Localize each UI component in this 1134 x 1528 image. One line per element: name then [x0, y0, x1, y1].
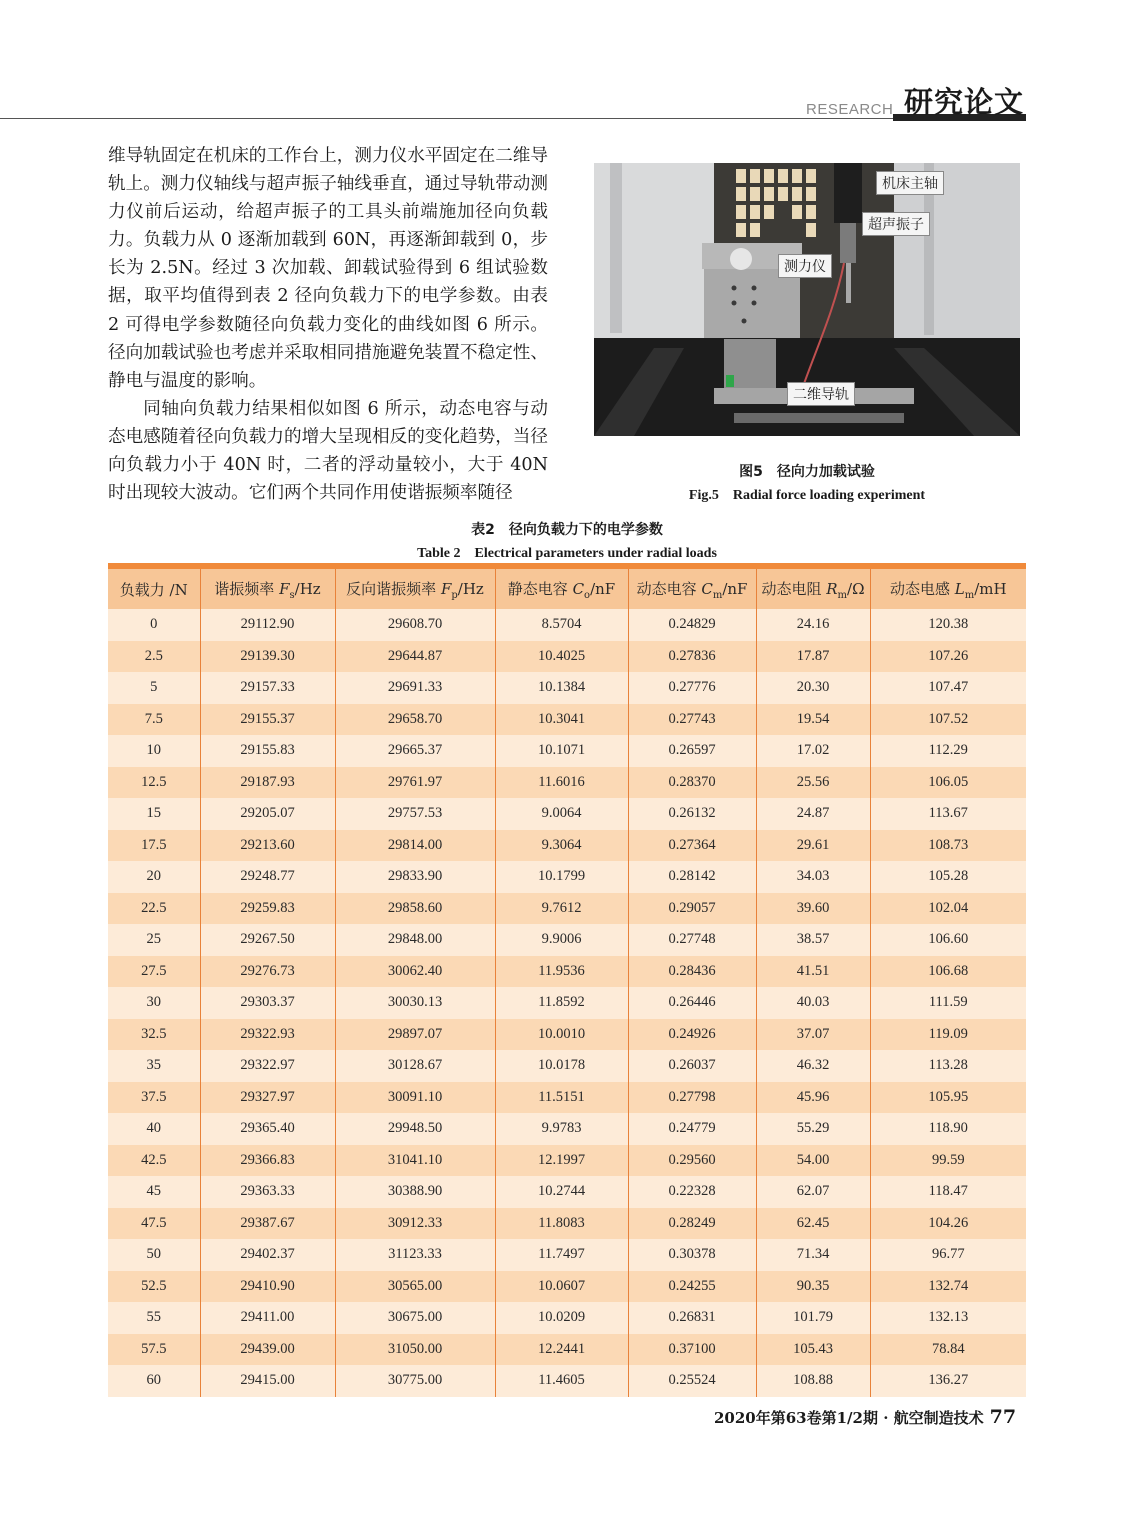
table-cell: 106.60 — [870, 924, 1026, 956]
table-header-row — [108, 566, 1026, 609]
table-cell: 29644.87 — [335, 641, 495, 673]
table-cell: 0.27836 — [628, 641, 756, 673]
table-cell: 24.87 — [756, 798, 870, 830]
table-cell: 0.24255 — [628, 1271, 756, 1303]
table-cell: 29112.90 — [200, 609, 335, 641]
table-cell: 29.61 — [756, 830, 870, 862]
table-cell: 10.0607 — [495, 1271, 628, 1303]
table-cell: 11.8592 — [495, 987, 628, 1019]
table-cell: 54.00 — [756, 1145, 870, 1177]
table-row — [108, 1082, 1026, 1114]
table-cell: 15 — [108, 798, 200, 830]
table-cell: 29814.00 — [335, 830, 495, 862]
table-cell: 0.26597 — [628, 735, 756, 767]
column-header: 谐振频率 $F_s/Hz$ — [200, 566, 335, 609]
table-cell: 29948.50 — [335, 1113, 495, 1145]
table-cell: 11.4605 — [495, 1365, 628, 1397]
table-cell: 71.34 — [756, 1239, 870, 1271]
table-row — [108, 672, 1026, 704]
table-cell: 30675.00 — [335, 1302, 495, 1334]
table-cell: 132.13 — [870, 1302, 1026, 1334]
table-cell: 29608.70 — [335, 609, 495, 641]
table-cell: 17.87 — [756, 641, 870, 673]
label-vibrator: 超声振子 — [862, 212, 930, 236]
table-cell: 30775.00 — [335, 1365, 495, 1397]
table-cell: 31123.33 — [335, 1239, 495, 1271]
table-row — [108, 861, 1026, 893]
table-row — [108, 704, 1026, 736]
table-cell: 107.26 — [870, 641, 1026, 673]
table-cell: 45 — [108, 1176, 200, 1208]
table-cell: 29276.73 — [200, 956, 335, 988]
figure-caption-cn: 图5 径向力加载试验 — [739, 464, 875, 480]
column-header: 动态电容 $C_m/nF$ — [628, 566, 756, 609]
table-cell: 29366.83 — [200, 1145, 335, 1177]
header-section-cn: 研究论文 — [904, 85, 1025, 119]
table-cell: 29267.50 — [200, 924, 335, 956]
table-cell: 0.26831 — [628, 1302, 756, 1334]
table-cell: 78.84 — [870, 1334, 1026, 1366]
table-row — [108, 1176, 1026, 1208]
table-cell: 120.38 — [870, 609, 1026, 641]
table-cell: 108.73 — [870, 830, 1026, 862]
table-body — [108, 609, 1026, 1397]
table-cell: 20 — [108, 861, 200, 893]
table-cell: 96.77 — [870, 1239, 1026, 1271]
table-cell: 0.27364 — [628, 830, 756, 862]
table-caption-cn: 表2 径向负载力下的电学参数 — [471, 522, 663, 538]
page-number: 77 — [989, 1406, 1017, 1428]
table-cell: 29897.07 — [335, 1019, 495, 1051]
figure-photo — [594, 163, 1020, 436]
table-cell: 10.0209 — [495, 1302, 628, 1334]
table-cell: 0.26446 — [628, 987, 756, 1019]
table-cell: 12.1997 — [495, 1145, 628, 1177]
table-cell: 30062.40 — [335, 956, 495, 988]
table-cell: 136.27 — [870, 1365, 1026, 1397]
table-cell: 0.27776 — [628, 672, 756, 704]
table-cell: 17.5 — [108, 830, 200, 862]
table-caption-en: Table 2 Electrical parameters under radial loads — [417, 546, 717, 561]
table-row — [108, 956, 1026, 988]
table-cell: 90.35 — [756, 1271, 870, 1303]
label-rail: 二维导轨 — [787, 382, 855, 406]
electrical-parameters-table — [108, 563, 1026, 1397]
table-row — [108, 609, 1026, 641]
table-row — [108, 1239, 1026, 1271]
table-cell: 101.79 — [756, 1302, 870, 1334]
table-cell: 37.5 — [108, 1082, 200, 1114]
table-cell: 29665.37 — [335, 735, 495, 767]
table-row — [108, 1208, 1026, 1240]
table-row — [108, 1050, 1026, 1082]
table-cell: 27.5 — [108, 956, 200, 988]
table-cell: 29363.33 — [200, 1176, 335, 1208]
table-cell: 113.67 — [870, 798, 1026, 830]
table-cell: 42.5 — [108, 1145, 200, 1177]
table-row — [108, 1113, 1026, 1145]
table-cell: 29402.37 — [200, 1239, 335, 1271]
table-cell: 0.37100 — [628, 1334, 756, 1366]
table-cell: 29411.00 — [200, 1302, 335, 1334]
table-cell: 0.28370 — [628, 767, 756, 799]
table-cell: 132.74 — [870, 1271, 1026, 1303]
table-cell: 29833.90 — [335, 861, 495, 893]
table-cell: 0.29057 — [628, 893, 756, 925]
paragraph-1: 维导轨固定在机床的工作台上，测力仪水平固定在二维导轨上。测力仪轴线与超声振子轴线垂直，通过导轨带动测力仪前后运动，给超声振子的工具头前端施加径向负载力。负载力从 0 逐渐加载到 60N，再逐渐卸载到 0，步长为 2.5N。经过 3 次加载、卸载试验得到 6 组试验数据，取平均值得到表 2 径向负载力下的电学参数。由表 2 可得电学参数随径向负载力变化的曲线如图 6 所示。径向加载试验也考虑并采取相同措施避免装置不稳定性、静电与温度的影响。 — [108, 146, 548, 391]
table-cell: 34.03 — [756, 861, 870, 893]
table-cell: 50 — [108, 1239, 200, 1271]
table-row — [108, 1302, 1026, 1334]
table-cell: 0.28142 — [628, 861, 756, 893]
table-cell: 47.5 — [108, 1208, 200, 1240]
table-cell: 0.24926 — [628, 1019, 756, 1051]
table-cell: 29157.33 — [200, 672, 335, 704]
table-cell: 24.16 — [756, 609, 870, 641]
table-row — [108, 641, 1026, 673]
table-cell: 0.27748 — [628, 924, 756, 956]
table-cell: 45.96 — [756, 1082, 870, 1114]
table-cell: 55 — [108, 1302, 200, 1334]
table-cell: 0 — [108, 609, 200, 641]
table-row — [108, 987, 1026, 1019]
table-cell: 11.7497 — [495, 1239, 628, 1271]
page-footer — [714, 1406, 1017, 1428]
table-cell: 19.54 — [756, 704, 870, 736]
table-cell: 5 — [108, 672, 200, 704]
table-cell: 31041.10 — [335, 1145, 495, 1177]
table-row — [108, 1019, 1026, 1051]
table-row — [108, 798, 1026, 830]
column-header: 静态电容 $C_o/nF$ — [495, 566, 628, 609]
table-cell: 32.5 — [108, 1019, 200, 1051]
table-cell: 62.07 — [756, 1176, 870, 1208]
table-cell: 107.47 — [870, 672, 1026, 704]
table-cell: 29187.93 — [200, 767, 335, 799]
table-cell: 107.52 — [870, 704, 1026, 736]
table-cell: 29757.53 — [335, 798, 495, 830]
table-cell: 60 — [108, 1365, 200, 1397]
table-cell: 104.26 — [870, 1208, 1026, 1240]
table-cell: 11.9536 — [495, 956, 628, 988]
table-cell: 29387.67 — [200, 1208, 335, 1240]
table-row — [108, 1365, 1026, 1397]
table-cell: 29322.93 — [200, 1019, 335, 1051]
table-cell: 30030.13 — [335, 987, 495, 1019]
table-cell: 29155.83 — [200, 735, 335, 767]
table-cell: 0.24779 — [628, 1113, 756, 1145]
table-cell: 102.04 — [870, 893, 1026, 925]
column-header: 负载力 /N — [108, 566, 200, 609]
table-cell: 29410.90 — [200, 1271, 335, 1303]
table-cell: 11.5151 — [495, 1082, 628, 1114]
table-cell: 29303.37 — [200, 987, 335, 1019]
table-cell: 8.5704 — [495, 609, 628, 641]
table-cell: 29248.77 — [200, 861, 335, 893]
table-cell: 0.30378 — [628, 1239, 756, 1271]
table-cell: 0.24829 — [628, 609, 756, 641]
table-cell: 29658.70 — [335, 704, 495, 736]
journal-issue: 2020年第63卷第1/2期 · 航空制造技术 — [714, 1409, 984, 1427]
table-cell: 9.0064 — [495, 798, 628, 830]
table-cell: 118.47 — [870, 1176, 1026, 1208]
table-row — [108, 893, 1026, 925]
table-cell: 119.09 — [870, 1019, 1026, 1051]
table-cell: 29259.83 — [200, 893, 335, 925]
table-cell: 62.45 — [756, 1208, 870, 1240]
table-cell: 112.29 — [870, 735, 1026, 767]
table-cell: 0.25524 — [628, 1365, 756, 1397]
table-cell: 30912.33 — [335, 1208, 495, 1240]
table-cell: 7.5 — [108, 704, 200, 736]
table-cell: 29322.97 — [200, 1050, 335, 1082]
table-cell: 30128.67 — [335, 1050, 495, 1082]
column-header: 反向谐振频率 $F_p/Hz$ — [335, 566, 495, 609]
table-cell: 10 — [108, 735, 200, 767]
table-cell: 11.8083 — [495, 1208, 628, 1240]
table-cell: 0.28249 — [628, 1208, 756, 1240]
table-cell: 29858.60 — [335, 893, 495, 925]
table-row — [108, 1334, 1026, 1366]
table-cell: 106.05 — [870, 767, 1026, 799]
table-cell: 2.5 — [108, 641, 200, 673]
table-cell: 29691.33 — [335, 672, 495, 704]
table-cell: 105.95 — [870, 1082, 1026, 1114]
table-cell: 0.28436 — [628, 956, 756, 988]
table-row — [108, 735, 1026, 767]
table-cell: 108.88 — [756, 1365, 870, 1397]
column-header: 动态电感 $L_m/mH$ — [870, 566, 1026, 609]
header-rule — [0, 118, 1026, 119]
table-cell: 52.5 — [108, 1271, 200, 1303]
table-row — [108, 1271, 1026, 1303]
label-dynamometer: 测力仪 — [778, 254, 832, 278]
table-row — [108, 767, 1026, 799]
column-header: 动态电阻 $R_m/\Omega$ — [756, 566, 870, 609]
table-cell: 29439.00 — [200, 1334, 335, 1366]
table-cell: 0.29560 — [628, 1145, 756, 1177]
table-cell: 37.07 — [756, 1019, 870, 1051]
table-cell: 105.28 — [870, 861, 1026, 893]
table-cell: 10.3041 — [495, 704, 628, 736]
table-cell: 105.43 — [756, 1334, 870, 1366]
paragraph-2: 同轴向负载力结果相似如图 6 所示，动态电容与动态电感随着径向负载力的增大呈现相反的变化趋势，当径向负载力小于 40N 时，二者的浮动量较小，大于 40N 时出现较大波动。它们两个共同作用使谐振频率随径 — [108, 398, 548, 504]
table-cell: 106.68 — [870, 956, 1026, 988]
table-cell: 38.57 — [756, 924, 870, 956]
table-cell: 29327.97 — [200, 1082, 335, 1114]
table-cell: 55.29 — [756, 1113, 870, 1145]
table-cell: 29213.60 — [200, 830, 335, 862]
table-cell: 41.51 — [756, 956, 870, 988]
table-cell: 39.60 — [756, 893, 870, 925]
table-cell: 29365.40 — [200, 1113, 335, 1145]
table-cell: 35 — [108, 1050, 200, 1082]
table-cell: 9.9006 — [495, 924, 628, 956]
table-cell: 20.30 — [756, 672, 870, 704]
table-cell: 25 — [108, 924, 200, 956]
table-cell: 29139.30 — [200, 641, 335, 673]
table-cell: 12.2441 — [495, 1334, 628, 1366]
table-row — [108, 830, 1026, 862]
body-text — [108, 142, 548, 507]
table-cell: 9.7612 — [495, 893, 628, 925]
table-row — [108, 924, 1026, 956]
table-cell: 10.1071 — [495, 735, 628, 767]
table-cell: 10.4025 — [495, 641, 628, 673]
table-cell: 30091.10 — [335, 1082, 495, 1114]
table-cell: 17.02 — [756, 735, 870, 767]
table-cell: 46.32 — [756, 1050, 870, 1082]
table-cell: 10.1799 — [495, 861, 628, 893]
table-cell: 0.27798 — [628, 1082, 756, 1114]
table-cell: 31050.00 — [335, 1334, 495, 1366]
table-cell: 10.0010 — [495, 1019, 628, 1051]
table-cell: 29155.37 — [200, 704, 335, 736]
table-cell: 57.5 — [108, 1334, 200, 1366]
table-cell: 29761.97 — [335, 767, 495, 799]
table-cell: 30565.00 — [335, 1271, 495, 1303]
table-cell: 12.5 — [108, 767, 200, 799]
table-cell: 118.90 — [870, 1113, 1026, 1145]
figure-caption-en: Fig.5 Radial force loading experiment — [688, 488, 926, 503]
table-cell: 111.59 — [870, 987, 1026, 1019]
table-cell: 29205.07 — [200, 798, 335, 830]
table-cell: 29848.00 — [335, 924, 495, 956]
table-cell: 0.22328 — [628, 1176, 756, 1208]
table-cell: 10.0178 — [495, 1050, 628, 1082]
header-section-en: RESEARCH — [806, 101, 894, 118]
table-cell: 0.26132 — [628, 798, 756, 830]
label-spindle: 机床主轴 — [876, 171, 944, 195]
table-cell: 10.2744 — [495, 1176, 628, 1208]
table-cell: 0.27743 — [628, 704, 756, 736]
table-row — [108, 1145, 1026, 1177]
table-cell: 9.3064 — [495, 830, 628, 862]
table-cell: 11.6016 — [495, 767, 628, 799]
table-cell: 30 — [108, 987, 200, 1019]
table-cell: 29415.00 — [200, 1365, 335, 1397]
table-cell: 40 — [108, 1113, 200, 1145]
table-cell: 113.28 — [870, 1050, 1026, 1082]
table-cell: 9.9783 — [495, 1113, 628, 1145]
table-cell: 25.56 — [756, 767, 870, 799]
table-cell: 22.5 — [108, 893, 200, 925]
table-cell: 0.26037 — [628, 1050, 756, 1082]
table-cell: 40.03 — [756, 987, 870, 1019]
table-cell: 99.59 — [870, 1145, 1026, 1177]
table-cell: 10.1384 — [495, 672, 628, 704]
table-cell: 30388.90 — [335, 1176, 495, 1208]
